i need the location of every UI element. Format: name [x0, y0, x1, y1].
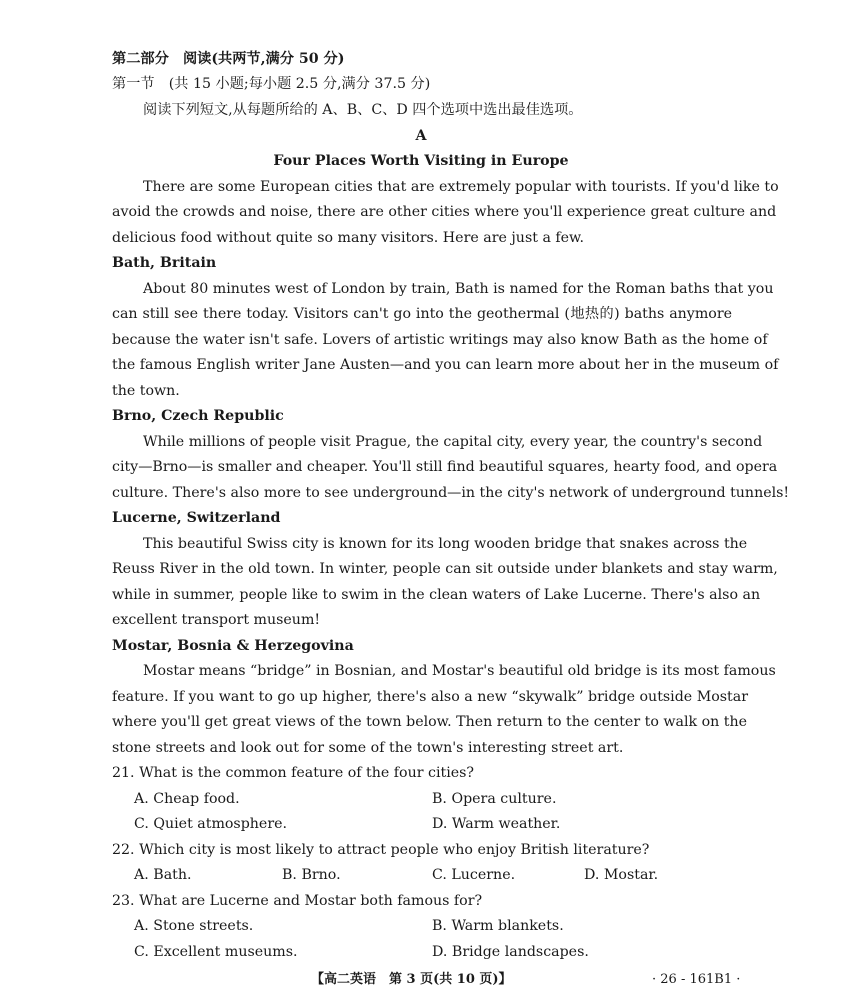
- question-stem-21: 21. What is the common feature of the four cities?: [112, 765, 475, 781]
- section-title: 第二部分 阅读(共两节,满分 50 分): [112, 51, 345, 67]
- section-heading-lucerne: Lucerne, Switzerland: [112, 510, 281, 526]
- question-21-option-b[interactable]: B. Opera culture.: [432, 791, 557, 807]
- intro-line: There are some European cities that are extremely popular with tourists. If you'd like to: [143, 179, 779, 195]
- section-heading-bath: Bath, Britain: [112, 255, 217, 271]
- paragraph-line: stone streets and look out for some of the town's interesting street art.: [112, 740, 624, 756]
- question-22-option-b[interactable]: B. Brno.: [282, 867, 341, 883]
- page-footer-code: · 26 - 161B1 ·: [652, 972, 741, 987]
- intro-line: avoid the crowds and noise, there are other cities where you'll experience great culture and: [112, 204, 777, 220]
- paragraph-line: can still see there today. Visitors can't go into the geothermal (地热的) baths anymore: [112, 306, 732, 322]
- paragraph-line: Mostar means “bridge” in Bosnian, and Mostar's beautiful old bridge is its most famous: [143, 663, 776, 679]
- paragraph-line: where you'll get great views of the town below. Then return to the center to walk on the: [112, 714, 748, 730]
- question-23-option-b[interactable]: B. Warm blankets.: [432, 918, 564, 934]
- question-23-option-c[interactable]: C. Excellent museums.: [134, 944, 298, 960]
- question-23-option-d[interactable]: D. Bridge landscapes.: [432, 944, 589, 960]
- paragraph-line: while in summer, people like to swim in the clean waters of Lake Lucerne. There's also an: [112, 587, 761, 603]
- paragraph-line: This beautiful Swiss city is known for its long wooden bridge that snakes across the: [143, 536, 748, 552]
- paragraph-line: excellent transport museum!: [112, 612, 321, 628]
- paragraph-line: feature. If you want to go up higher, there's also a new “skywalk” bridge outside Mostar: [112, 689, 748, 705]
- question-22-option-a[interactable]: A. Bath.: [134, 867, 192, 883]
- paragraph-line: because the water isn't safe. Lovers of artistic writings may also know Bath as the home of: [112, 332, 768, 348]
- paragraph-line: city—Brno—is smaller and cheaper. You'll still find beautiful squares, hearty food, and opera: [112, 459, 778, 475]
- instruction-text: 阅读下列短文,从每题所给的 A、B、C、D 四个选项中选出最佳选项。: [143, 102, 583, 118]
- question-21-option-d[interactable]: D. Warm weather.: [432, 816, 561, 832]
- page-footer-label: 【高二英语 第 3 页(共 10 页)】: [311, 972, 512, 987]
- paragraph-line: While millions of people visit Prague, the capital city, every year, the country's second: [143, 434, 763, 450]
- question-stem-22: 22. Which city is most likely to attract people who enjoy British literature?: [112, 842, 650, 858]
- question-21-option-c[interactable]: C. Quiet atmosphere.: [134, 816, 288, 832]
- passage-title: Four Places Worth Visiting in Europe: [273, 153, 569, 169]
- intro-line: delicious food without quite so many visitors. Here are just a few.: [112, 230, 585, 246]
- question-23-option-a[interactable]: A. Stone streets.: [134, 918, 254, 934]
- section-heading-mostar: Mostar, Bosnia & Herzegovina: [112, 638, 354, 654]
- section-heading-brno: Brno, Czech Republic: [112, 408, 284, 424]
- question-22-option-d[interactable]: D. Mostar.: [584, 867, 659, 883]
- paragraph-line: About 80 minutes west of London by train, Bath is named for the Roman baths that you: [143, 281, 774, 297]
- paragraph-line: the famous English writer Jane Austen—and you can learn more about her in the museum of: [112, 357, 779, 373]
- question-22-option-c[interactable]: C. Lucerne.: [432, 867, 516, 883]
- paragraph-line: Reuss River in the old town. In winter, people can sit outside under blankets and stay warm,: [112, 561, 778, 577]
- question-21-option-a[interactable]: A. Cheap food.: [134, 791, 240, 807]
- paragraph-line: the town.: [112, 383, 180, 399]
- paragraph-line: culture. There's also more to see underground—in the city's network of underground tunnels!: [112, 485, 790, 501]
- subsection-title: 第一节 (共 15 小题;每小题 2.5 分,满分 37.5 分): [112, 76, 431, 92]
- passage-label: A: [415, 128, 427, 144]
- question-stem-23: 23. What are Lucerne and Mostar both famous for?: [112, 893, 483, 909]
